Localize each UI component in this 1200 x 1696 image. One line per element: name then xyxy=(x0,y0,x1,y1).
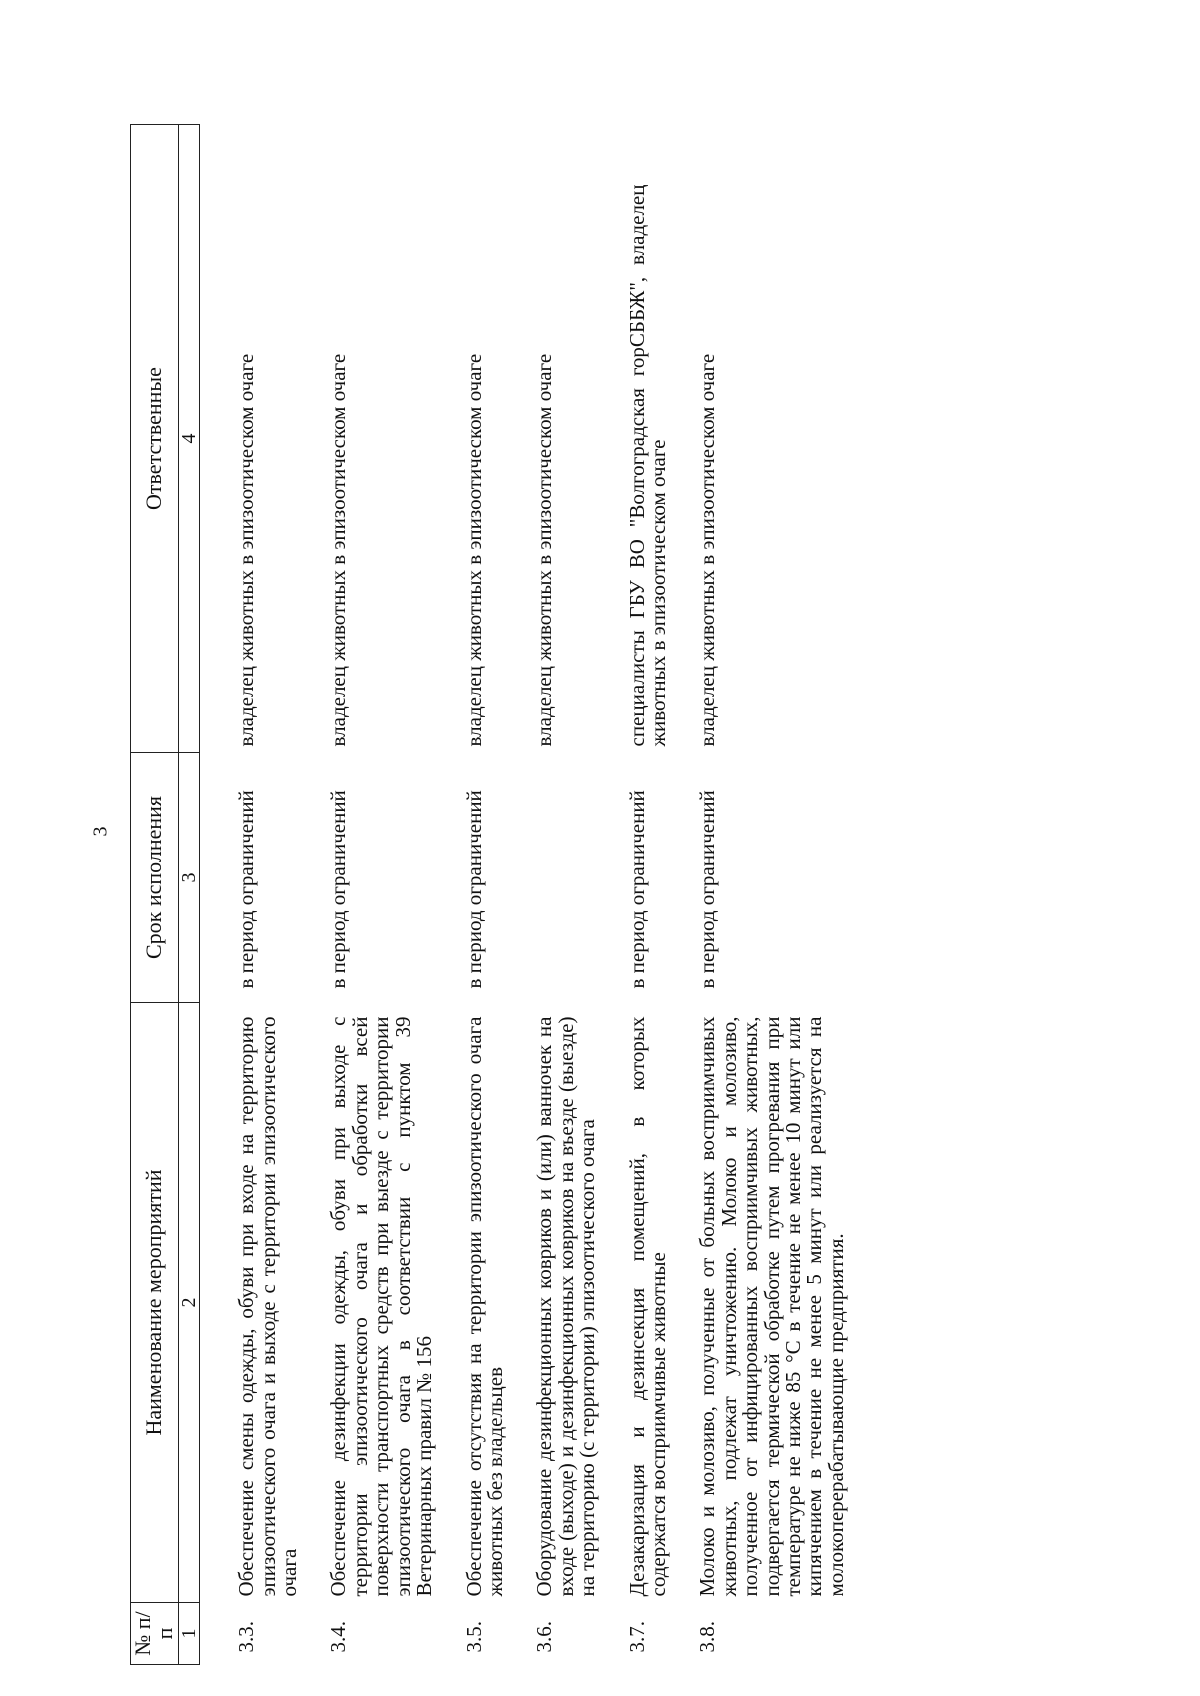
row-term: в период ограничений xyxy=(624,790,649,989)
row-responsible: специалисты ГБУ ВО "Волгоградская горСББЖ", владелец животных в эпизоотическом очаге xyxy=(624,184,670,747)
row-measure: Обеспечение дезинфекции одежды, обуви при выходе с территории эпизоотического очага и обработки всей поверхности транспортных средств при выезде с территории эпизоотического очага в соответствии с пунктом 39 Ветеринарных правил № 156 xyxy=(326,1016,437,1597)
table-row xyxy=(524,125,616,1665)
column-number: 2 xyxy=(178,1003,199,1603)
row-responsible: владелец животных в эпизоотическом очаге xyxy=(532,353,557,747)
table-row xyxy=(200,125,319,1665)
table-row xyxy=(617,125,688,1665)
row-number: 3.4. xyxy=(326,1621,351,1653)
header-term: Срок исполнения xyxy=(131,753,179,1003)
table-row xyxy=(454,125,525,1665)
row-responsible: владелец животных в эпизоотическом очаге xyxy=(461,353,486,747)
row-responsible: владелец животных в эпизоотическом очаге xyxy=(695,353,720,747)
column-number-row xyxy=(178,125,199,1665)
row-responsible: владелец животных в эпизоотическом очаге xyxy=(234,353,259,747)
rotated-page xyxy=(130,125,1200,1665)
row-number: 3.6. xyxy=(532,1621,557,1653)
row-number: 3.3. xyxy=(234,1621,259,1653)
table-row xyxy=(318,125,453,1665)
column-number: 1 xyxy=(178,1603,199,1665)
row-measure: Молоко и молозиво, полученные от больных восприимчивых животных, подлежат уничтожению. Молоко и молозиво, полученное от инфицированных восприимчивых животных, подвергается термической обработке путем прогревания при температуре не ниже 85 °С в течение не менее 10 минут или кипячением в течение не менее 5 минут или реализуется на молокоперерабатывающие предприятия. xyxy=(695,1016,848,1597)
row-term: в период ограничений xyxy=(234,790,259,989)
row-responsible: владелец животных в эпизоотическом очаге xyxy=(326,353,351,747)
page-number: 3 xyxy=(89,826,112,837)
table-row xyxy=(687,125,865,1665)
measures-table xyxy=(130,124,865,1665)
row-measure: Обеспечение смены одежды, обуви при входе на территорию эпизоотического очага и выходе с территории эпизоотического очага xyxy=(234,1016,302,1597)
table-header-row xyxy=(131,125,179,1665)
header-responsible: Ответственные xyxy=(131,125,179,753)
row-term: в период ограничений xyxy=(461,790,486,989)
row-term: в период ограничений xyxy=(695,790,720,989)
row-term: в период ограничений xyxy=(326,790,351,989)
row-measure: Дезакаризация и дезинсекция помещений, в которых содержатся восприимчивые животные xyxy=(624,1016,670,1597)
header-number: № п/п xyxy=(131,1603,179,1665)
row-measure: Оборудование дезинфекционных ковриков и (или) ванночек на входе (выходе) и дезинфекционных ковриков на въезде (выезде) на территорию (с территории) эпизоотического очага xyxy=(532,1016,600,1597)
header-name: Наименование мероприятий xyxy=(131,1003,179,1603)
row-measure: Обеспечение отсутствия на территории эпизоотического очага животных без владельцев xyxy=(461,1016,507,1597)
row-number: 3.7. xyxy=(624,1621,649,1653)
column-number: 3 xyxy=(178,753,199,1003)
column-number: 4 xyxy=(178,125,199,753)
row-number: 3.5. xyxy=(461,1621,486,1653)
row-term xyxy=(524,753,616,1003)
row-number: 3.8. xyxy=(695,1621,720,1653)
